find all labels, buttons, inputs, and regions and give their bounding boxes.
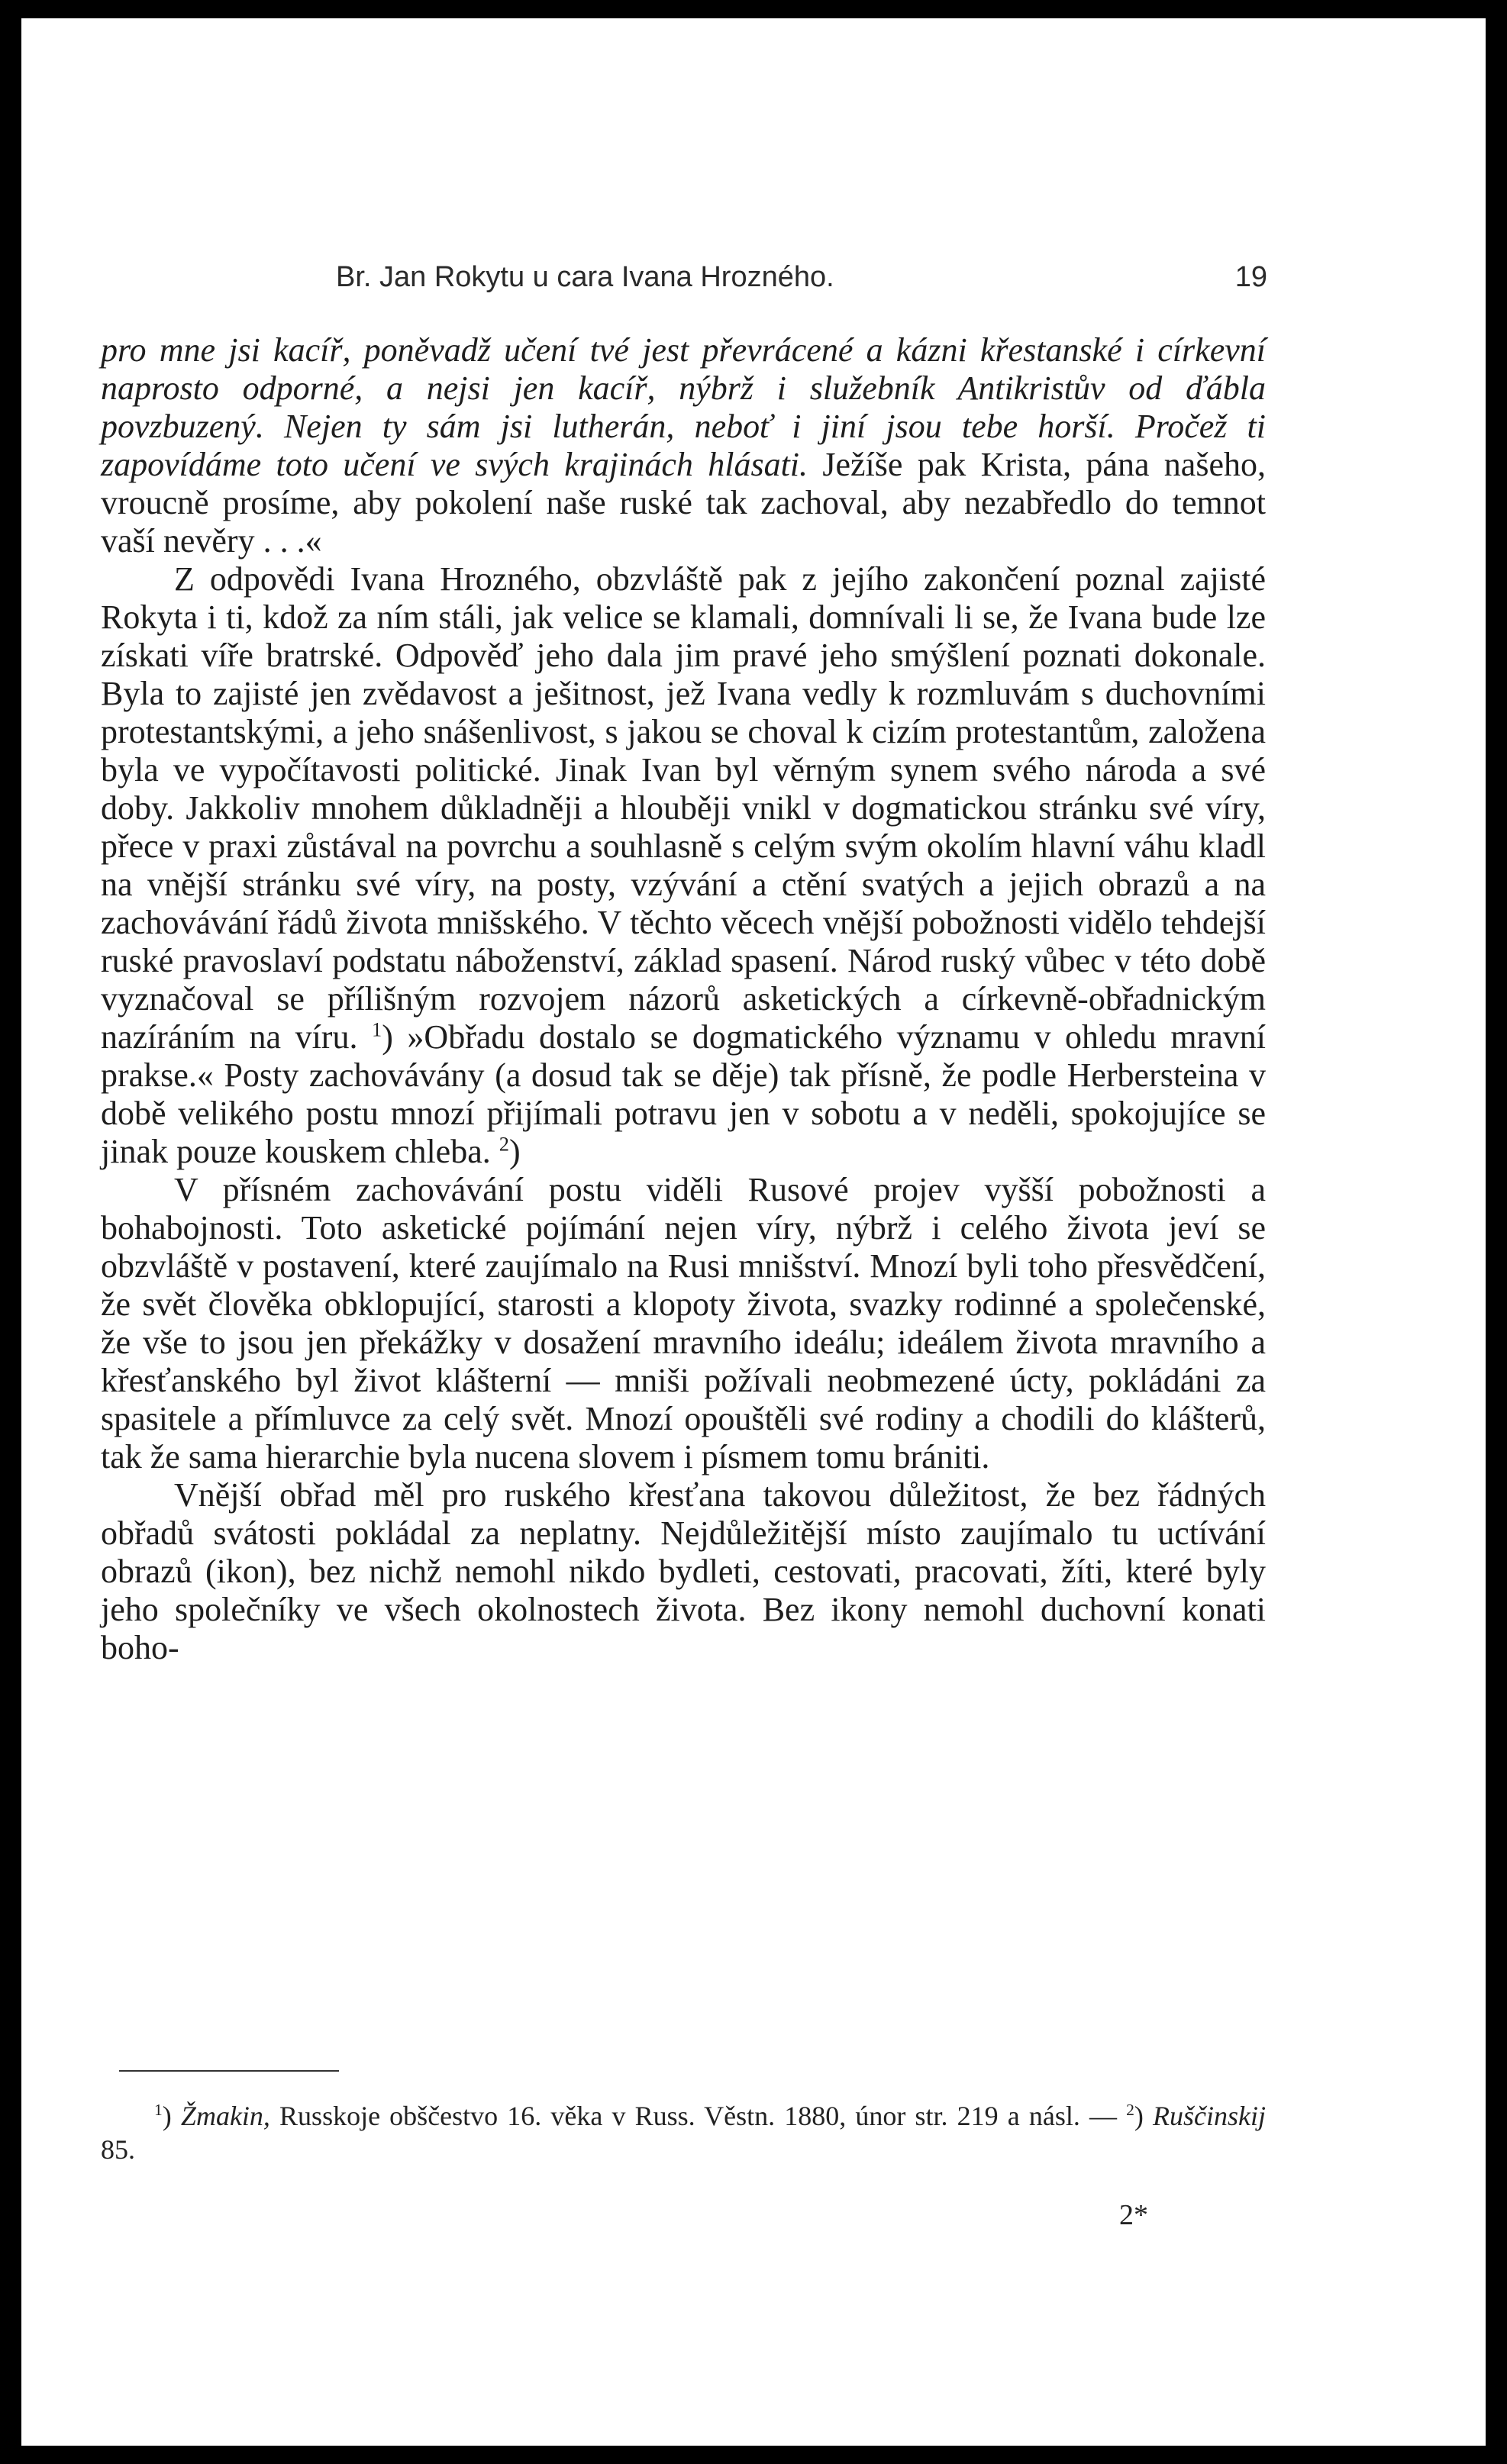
- running-title: Br. Jan Rokytu u cara Ivana Hrozného.: [336, 261, 834, 293]
- footnote-ref-1: 1: [372, 1018, 382, 1041]
- quote-roman-text: Ježíše pak Krista, pána našeho, vroucně prosíme, aby pokolení naše ruské tak zachoval, aby nezabředlo do temnot vaší nevěry . . .«: [101, 446, 1266, 560]
- printer-signature: 2*: [1119, 2199, 1148, 2231]
- footnote-divider: [119, 2070, 339, 2072]
- footnote-mark-2: 2: [1126, 2101, 1134, 2119]
- paragraph-text: ) »Obřadu dostalo se dogmatického významu v ohledu mravní prakse.« Posty zachovávány (a dosud tak se děje) tak přísně, že podle Herbersteina v době velikého postu mnozí přijímali potravu jen v sobotu a v neděli, spokojujíce se jinak pouze kouskem chleba.: [101, 1018, 1267, 1170]
- footnote-author: Žmakin,: [180, 2101, 270, 2131]
- footnote-mark-1: 1: [154, 2101, 163, 2119]
- footnote-author: Ruščinskij: [1153, 2101, 1266, 2131]
- paragraph-text: ): [508, 1133, 521, 1170]
- book-page: [21, 18, 1486, 2446]
- footnote-text: Russkoje obščestvo 16. věka v Russ. Věstn. 1880, únor str. 219 a násl. —: [269, 2101, 1127, 2131]
- paragraph-ritual: Vnější obřad měl pro ruského křesťana takovou důležitost, že bez řádných obřadů svátosti pokládal za neplatny. Nejdůležitější místo zaujímalo tu uctívání obrazů (ikon), bez nichž nemohl nikdo bydleti, cestovati, pracovati, žíti, které byly jeho společníky ve všech okolnostech života. Bez ikony nemohl duchovní konati boho-: [101, 1476, 1266, 1666]
- page-header: [336, 261, 1267, 304]
- footnotes: [101, 2099, 1266, 2166]
- footnote-1: $^1$) Žmakin, Russkoje obščestvo 16. věka v Russ. Věstn. 1880, únor str. 219 a násl. — $^2$) Ruščinskij 85.: [101, 2101, 1266, 2165]
- paragraph-ivan-answer: [101, 560, 1266, 1171]
- paragraph-text: Z odpovědi Ivana Hrozného, obzvláště pak z jejího zakončení poznal zajisté Rokyta i ti, kdož za ním stáli, jak velice se klamali, domnívali li se, že Ivana bude lze získati víře bratrské. Odpověď jeho dala jim pravé jeho smýšlení poznati dokonale. Byla to zajisté jen zvědavost a ješitnost, jež Ivana vedly k rozmluvám s duchovními protestantskými, a jeho snášenlivost, s jakou se choval k cizím protestantům, založena byla ve vypočítavosti politické. Jinak Ivan byl věrným synem svého národa a své doby. Jakkoliv mnohem důkladněji a hlouběji vnikl v dogmatickou stránku své víry, přece v praxi zůstával na povrchu a souhlasně s celým svým okolím hlavní váhu kladl na vnější stránku své víry, na posty, vzývání a ctění svatých a jejich obrazů a na zachovávání řádů života mnišského. V těchto věcech vnější pobožnosti vidělo tehdejší ruské pravoslaví podstatu náboženství, základ spasení. Národ ruský vůbec v této době vyznačoval se přílišným rozvojem názorů asketických a církevně-obřadnickým nazíráním na víru.: [101, 560, 1266, 1056]
- paragraph-letter-quote: [101, 331, 1266, 560]
- main-text: [101, 331, 1266, 1667]
- footnote-ref-2: 2: [499, 1132, 509, 1156]
- page-number: 19: [1234, 261, 1267, 293]
- paragraph-fasting: V přísném zachovávání postu viděli Rusové projev vyšší pobožnosti a bohabojnosti. Toto asketické pojímání nejen víry, nýbrž i celého života jeví se obzvláště v postavení, které zaujímalo na Rusi mnišství. Mnozí byli toho přesvědčení, že svět člověka obklopující, starosti a klopoty života, svazky rodinné a společenské, že vše to jsou jen překážky v dosažení mravního ideálu; ideálem života mravního a křesťanského byl život klášterní — mniši požívali neobmezené úcty, pokládáni za spasitele a přímluvce za celý svět. Mnozí opouštěli své rodiny a chodili do klášterů, tak že sama hierarchie byla nucena slovem i písmem tomu brániti.: [101, 1171, 1266, 1475]
- quote-italic-text: pro mne jsi kacíř, poněvadž učení tvé jest převrácené a kázni křestanské i církevní naprosto odporné, a nejsi jen kacíř, nýbrž i služebník Antikristův od ďábla povzbuzený. Nejen ty sám jsi lutherán, neboť i jiní jsou tebe horší. Pročež ti zapovídáme toto učení ve svých krajinách hlásati.: [101, 331, 1266, 483]
- footnote-text: 85.: [101, 2134, 135, 2165]
